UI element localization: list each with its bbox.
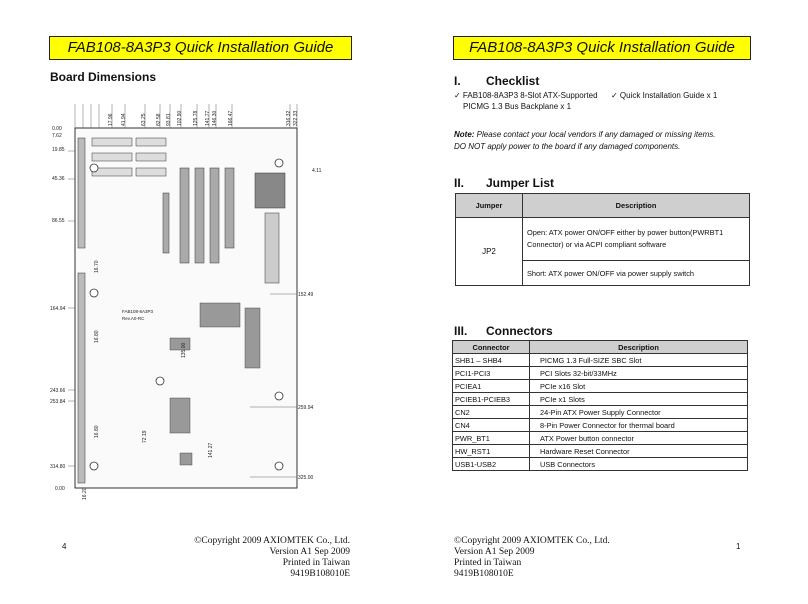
connector-name-cell: SHB1 – SHB4 xyxy=(453,354,530,367)
connector-desc-cell: USB Connectors xyxy=(530,458,748,471)
table-row xyxy=(453,445,748,458)
connector-desc-cell: PICMG 1.3 Full-SIZE SBC Slot xyxy=(530,354,748,367)
checklist-number: I. xyxy=(454,74,461,88)
checklist-item-guide: ✓ Quick Installation Guide x 1 xyxy=(611,91,718,100)
connector-name-cell: PCIEA1 xyxy=(453,380,530,393)
left-footer xyxy=(150,536,350,580)
connector-desc-cell: PCI Slots 32-bit/33MHz xyxy=(530,367,748,380)
table-row xyxy=(453,432,748,445)
top-dim-label: 102.90 xyxy=(177,110,183,126)
pci-slot xyxy=(210,168,219,263)
connector-name-cell: USB1-USB2 xyxy=(453,458,530,471)
connectors-header-row xyxy=(453,341,748,354)
top-dim-label: 316.32 xyxy=(286,110,292,126)
note-line-2: DO NOT apply power to the board if any damaged components. xyxy=(454,142,681,151)
jumper-title: Jumper List xyxy=(486,176,555,190)
top-dim-label: 322.33 xyxy=(293,110,299,126)
component-block xyxy=(170,398,190,433)
pci-slot xyxy=(180,168,189,263)
connectors-number: III. xyxy=(454,324,468,338)
footer-part-number: 9419B108010E xyxy=(454,569,514,579)
mounting-hole xyxy=(156,377,164,385)
top-dim-label: 141.77 xyxy=(205,110,211,126)
top-dim-label: 125.78 xyxy=(193,110,199,126)
right-dim-label: 4.11 xyxy=(312,168,322,174)
table-row xyxy=(453,380,748,393)
connector-desc-cell: ATX Power button connector xyxy=(530,432,748,445)
slot-connector xyxy=(78,138,85,248)
top-dim-label: 82.58 xyxy=(156,113,162,126)
note-line-text: Please contact your local vendors if any damaged or missing items. xyxy=(474,130,716,139)
note-line xyxy=(454,129,754,141)
connector-desc-cell: 24-Pin ATX Power Supply Connector xyxy=(530,406,748,419)
inner-dim-label: 16.80 xyxy=(94,330,100,343)
connector-desc-cell: PCIe x16 Slot xyxy=(530,380,748,393)
table-row xyxy=(453,367,748,380)
connector-desc-cell: PCIe x1 Slots xyxy=(530,393,748,406)
board-dimension-drawing xyxy=(50,98,350,518)
footer-copyright: ©Copyright 2009 AXIOMTEK Co., Ltd. xyxy=(454,536,610,546)
board-dimensions-title: Board Dimensions xyxy=(50,70,157,84)
jumper-open-desc: Open: ATX power ON/OFF either by power button(PWRBT1 Connector) or via ACPI compliant software xyxy=(523,218,750,261)
left-page-banner: FAB108-8A3P3 Quick Installation Guide xyxy=(49,36,352,60)
connectors-header-cell: Description xyxy=(530,341,748,354)
power-connector-pins xyxy=(265,213,279,283)
table-row xyxy=(453,458,748,471)
right-dim-label: 152.49 xyxy=(298,292,314,298)
component-block xyxy=(170,338,190,350)
top-dim-label: 41.94 xyxy=(121,113,127,126)
right-dim-label: 259.94 xyxy=(298,405,314,411)
note-text xyxy=(454,129,754,153)
footer-part-number: 9419B108010E xyxy=(290,569,350,579)
pci-slot xyxy=(225,168,234,248)
table-row xyxy=(453,354,748,367)
inner-dim-label: 16.80 xyxy=(94,425,100,438)
table-row xyxy=(453,393,748,406)
connector-name-cell: PCIEB1-PCIEB3 xyxy=(453,393,530,406)
right-page-number: 1 xyxy=(736,542,741,551)
board-rev-label: Rev.A0-RC xyxy=(122,316,145,321)
left-dim-label: 314.80 xyxy=(50,464,66,470)
board-model-label: FAB108-8A3P3 xyxy=(122,309,154,314)
jumper-table xyxy=(455,193,750,286)
connector-name-cell: CN2 xyxy=(453,406,530,419)
table-row xyxy=(453,419,748,432)
mounting-hole xyxy=(90,289,98,297)
connectors-table xyxy=(452,340,748,471)
footer-printed: Printed in Taiwan xyxy=(282,558,350,568)
left-dim-label: 243.66 xyxy=(50,388,66,394)
power-connector xyxy=(255,173,285,208)
left-dim-label: 45.36 xyxy=(52,176,65,182)
component-block xyxy=(180,453,192,465)
left-dim-label: 0.00 xyxy=(55,486,65,492)
jumper-header-row xyxy=(456,194,750,218)
mounting-hole xyxy=(275,462,283,470)
connector-name-cell: PCI1-PCI3 xyxy=(453,367,530,380)
footer-version: Version A1 Sep 2009 xyxy=(454,547,535,557)
right-dim-label: 325.00 xyxy=(298,475,314,481)
pci-slot xyxy=(163,193,169,253)
connector-name-cell: HW_RST1 xyxy=(453,445,530,458)
top-dim-label: 146.30 xyxy=(212,110,218,126)
pci-slot xyxy=(195,168,204,263)
connector-desc-cell: Hardware Reset Connector xyxy=(530,445,748,458)
jumper-header-cell: Jumper xyxy=(456,194,523,218)
jumper-header-cell: Description xyxy=(523,194,750,218)
left-page-number: 4 xyxy=(62,542,67,551)
footer-version: Version A1 Sep 2009 xyxy=(269,547,350,557)
checklist-item-backplane xyxy=(454,90,614,112)
top-connector xyxy=(136,153,166,161)
connector-name-cell: PWR_BT1 xyxy=(453,432,530,445)
top-dim-label: 166.47 xyxy=(228,110,234,126)
inner-dim-label: 16.20 xyxy=(82,487,88,500)
top-connector xyxy=(136,138,166,146)
slot-connector xyxy=(78,273,85,483)
left-dim-label: 0.00 xyxy=(52,126,62,132)
jumper-number: II. xyxy=(454,176,465,190)
connectors-table-body xyxy=(453,354,748,471)
checklist-title: Checklist xyxy=(486,74,540,88)
left-dim-label: 7.62 xyxy=(52,133,62,139)
left-dim-label: 19.85 xyxy=(52,147,65,153)
jumper-short-desc: Short: ATX power ON/OFF via power supply switch xyxy=(523,261,750,286)
checklist-item-line: PICMG 1.3 Bus Backplane x 1 xyxy=(463,102,572,111)
inner-dim-label: 72.19 xyxy=(142,430,148,443)
mounting-hole xyxy=(90,164,98,172)
top-dim-label: 93.81 xyxy=(166,113,172,126)
connector-name-cell: CN4 xyxy=(453,419,530,432)
component-block xyxy=(245,308,260,368)
top-connector xyxy=(92,138,132,146)
connectors-title: Connectors xyxy=(486,324,553,338)
mounting-hole xyxy=(90,462,98,470)
jumper-row-open xyxy=(456,218,750,261)
left-dim-label: 164.94 xyxy=(50,306,66,312)
mounting-hole xyxy=(275,159,283,167)
mounting-hole xyxy=(275,392,283,400)
left-dim-label: 253.84 xyxy=(50,399,66,405)
right-footer xyxy=(454,536,654,580)
top-connector xyxy=(92,153,132,161)
checklist-item-line: ✓ FAB108-8A3P3 8-Slot ATX-Supported xyxy=(454,91,598,100)
top-dim-label: 63.25 xyxy=(141,113,147,126)
inner-dim-label: 135.00 xyxy=(181,342,187,358)
component-block xyxy=(200,303,240,327)
right-page-banner: FAB108-8A3P3 Quick Installation Guide xyxy=(453,36,751,60)
note-label: Note: xyxy=(454,130,475,139)
top-connector xyxy=(136,168,166,176)
inner-dim-label: 141.27 xyxy=(208,442,214,458)
footer-printed: Printed in Taiwan xyxy=(454,558,522,568)
connector-desc-cell: 8-Pin Power Connector for thermal board xyxy=(530,419,748,432)
footer-copyright: ©Copyright 2009 AXIOMTEK Co., Ltd. xyxy=(194,536,350,546)
left-dim-label: 86.55 xyxy=(52,218,65,224)
connectors-header-cell: Connector xyxy=(453,341,530,354)
inner-dim-label: 16.70 xyxy=(94,260,100,273)
table-row xyxy=(453,406,748,419)
jumper-name-cell: JP2 xyxy=(456,218,523,286)
top-dim-label: 17.96 xyxy=(108,113,114,126)
